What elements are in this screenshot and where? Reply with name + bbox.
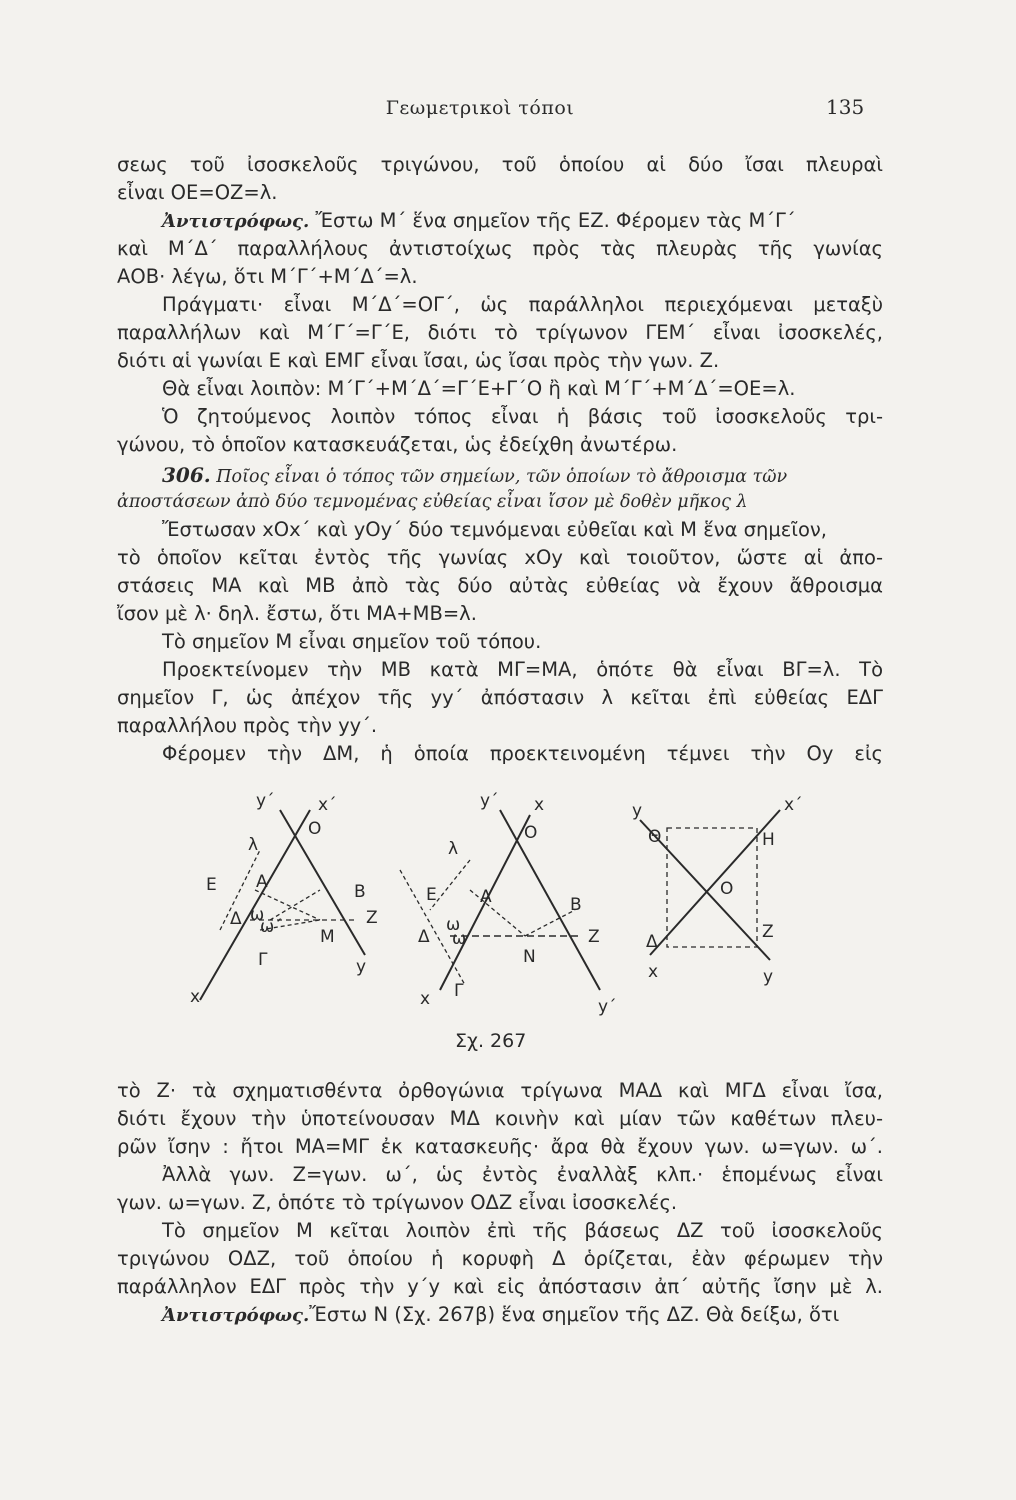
label: Μ [320,927,335,947]
figure-c [632,795,803,987]
converse-label: Ἀντιστρόφως. [162,211,310,232]
label: Β [570,895,582,915]
text-line: Προεκτείνομεν τὴν ΜΒ κατὰ ΜΓ=ΜΑ, ὁπότε θὰ εἶναι ΒΓ=λ. Τὸ [162,658,883,681]
text-line: Θὰ εἶναι λοιπὸν: Μ΄Γ΄+Μ΄Δ΄=Γ΄Ε+Γ΄Ο ἢ καὶ Μ΄Γ΄+Μ΄Δ΄=ΟΕ=λ. [162,377,796,400]
label: Δ [646,932,658,952]
label: Β [354,882,366,902]
text-line: Τὸ σημεῖον Μ εἶναι σημεῖον τοῦ τόπου. [162,630,542,653]
label: Ο [308,819,322,839]
label: Η [762,830,775,850]
label: y΄ [480,791,499,811]
text-line: Ἀλλὰ γων. Ζ=γων. ω΄, ὡς ἐντὸς ἐναλλὰξ κλπ.· ἑπομένως εἶναι [162,1163,883,1186]
problem-heading [162,462,883,490]
figure-a [190,791,378,1007]
label: Ν [523,947,536,967]
text-line: ΑΟΒ· λέγω, ὅτι Μ΄Γ΄+Μ΄Δ΄=λ. [117,265,418,288]
converse-text: Ἔστω Μ΄ ἕνα σημεῖον τῆς ΕΖ. Φέρομεν τὰς Μ΄Γ΄ [309,209,796,232]
label: Δ [418,927,430,947]
figure-caption: Σχ. 267 [455,1030,527,1052]
text-line: Ἔστωσαν xOx΄ καὶ yOy΄ δύο τεμνόμεναι εὐθεῖαι καὶ Μ ἕνα σημεῖον, [162,518,827,541]
text-line: τὸ Ζ· τὰ σχηματισθέντα ὀρθογώνια τρίγωνα ΜΑΔ καὶ ΜΓΔ εἶναι ἴσα, [117,1079,883,1102]
label: y [356,957,367,977]
label: x [190,987,201,1007]
label: y΄ [598,997,617,1017]
label: Α [256,872,268,892]
label: Ο [524,823,538,843]
label: Ο [720,879,734,899]
label: Ε [426,885,437,905]
text-line: στάσεις ΜΑ καὶ ΜΒ ἀπὸ τὰς δύο αὐτὰς εὐθείας νὰ ἔχουν ἄθροισμα [117,574,883,597]
text-line: παράλληλον ΕΔΓ πρὸς τὴν y΄y καὶ εἰς ἀπόστασιν ἀπ΄ αὐτῆς ἴσην μὲ λ. [117,1275,883,1298]
text-line: Ὁ ζητούμενος λοιπὸν τόπος εἶναι ἡ βάσις τοῦ ἰσοσκελοῦς τρι- [162,405,883,428]
label: y [763,967,774,987]
label: x [420,989,431,1009]
label: Ζ [366,908,378,928]
label: Ζ [762,922,774,942]
label: ω΄ [260,917,283,937]
text-line: Τὸ σημεῖον Μ κεῖται λοιπὸν ἐπὶ τῆς βάσεως ΔΖ τοῦ ἰσοσκελοῦς [162,1219,883,1242]
converse-label: Ἀντιστρόφως. [162,1305,310,1326]
label: ω [250,905,265,925]
text-line: καὶ Μ΄Δ΄ παραλλήλους ἀντιστοίχως πρὸς τὰς πλευρὰς τῆς γωνίας [117,237,883,260]
page-header-title: Γεωμετρικοὶ τόποι [385,97,575,119]
label: Γ [258,950,268,970]
label: y΄ [256,791,275,811]
label: Ζ [588,927,600,947]
text-line: τριγώνου ΟΔΖ, τοῦ ὁποίου ἡ κορυφὴ Δ ὁρίζεται, ἐὰν φέρωμεν τὴν [117,1247,883,1270]
text-line: παραλλήλου πρὸς τὴν yy΄. [117,714,378,737]
text-line: σημεῖον Γ, ὡς ἀπέχον τῆς yy΄ ἀπόστασιν λ κεῖται ἐπὶ εὐθείας ΕΔΓ [117,686,883,709]
label: Α [480,887,492,907]
text-line: Πράγματι· εἶναι Μ΄Δ΄=ΟΓ΄, ὡς παράλληλοι περιεχόμεναι μεταξὺ [162,293,883,316]
text-line: σεως τοῦ ἰσοσκελοῦς τριγώνου, τοῦ ὁποίου αἱ δύο ἴσαι πλευραὶ [117,153,883,176]
text-line: γων. ω=γων. Ζ, ὁπότε τὸ τρίγωνον ΟΔΖ εἶναι ἰσοσκελές. [117,1191,678,1214]
label: Δ [230,909,242,929]
text-line: Φέρομεν τὴν ΔΜ, ἡ ὁποία προεκτεινομένη τέμνει τὴν Οy εἰς [162,742,883,765]
text-line: διότι ἔχουν τὴν ὑποτείνουσαν ΜΔ κοινὴν καὶ μίαν τῶν καθέτων πλευ- [117,1107,883,1130]
label: x [534,795,545,815]
label: ω [452,929,467,949]
text-line: ἴσον μὲ λ· δηλ. ἔστω, ὅτι ΜΑ+ΜΒ=λ. [117,602,477,625]
text-line: διότι αἱ γωνίαι Ε καὶ ΕΜΓ εἶναι ἴσαι, ὡς ἴσαι πρὸς τὴν γων. Ζ. [117,349,720,372]
text-line: ρῶν ἴσην : ἤτοι ΜΑ=ΜΓ ἐκ κατασκευῆς· ἄρα θὰ ἔχουν γων. ω=γων. ω΄. [117,1135,883,1158]
label: λ [448,839,459,859]
text-line: παραλλήλων καὶ Μ΄Γ΄=Γ΄Ε, διότι τὸ τρίγωνον ΓΕΜ΄ εἶναι ἰσοσκελές, [117,321,883,344]
label: Ε [206,875,217,895]
problem-statement-2: ἀποστάσεων ἀπὸ δύο τεμνομένας εὐθείας εἶναι ἴσον μὲ δοθὲν μῆκος λ [117,492,748,512]
page-number: 135 [826,95,865,119]
text-line: γώνου, τὸ ὁποῖον κατασκευάζεται, ὡς ἐδείχθη ἀνωτέρω. [117,433,678,456]
label: Θ [648,827,662,847]
label: x΄ [784,795,803,815]
label: ω [446,915,461,935]
figure-b [400,791,617,1017]
label: x΄ [318,795,337,815]
converse-paragraph [162,208,883,235]
label: Γ [454,981,464,1001]
problem-number: 306. [162,463,211,487]
text-line: εἶναι ΟΕ=ΟΖ=λ. [117,181,278,204]
label: y [632,801,643,821]
converse-text: Ἔστω Ν (Σχ. 267β) ἕνα σημεῖον τῆς ΔΖ. Θὰ δείξω, ὅτι [309,1303,840,1326]
label: x [648,962,659,982]
problem-statement-1: Ποῖος εἶναι ὁ τόπος τῶν σημείων, τῶν ὁποίων τὸ ἄθροισμα τῶν [216,467,788,487]
label: λ [248,835,259,855]
converse-paragraph-2 [162,1302,883,1329]
text-line: τὸ ὁποῖον κεῖται ἐντὸς τῆς γωνίας xOy καὶ τοιοῦτον, ὥστε αἱ ἀπο- [117,546,883,569]
